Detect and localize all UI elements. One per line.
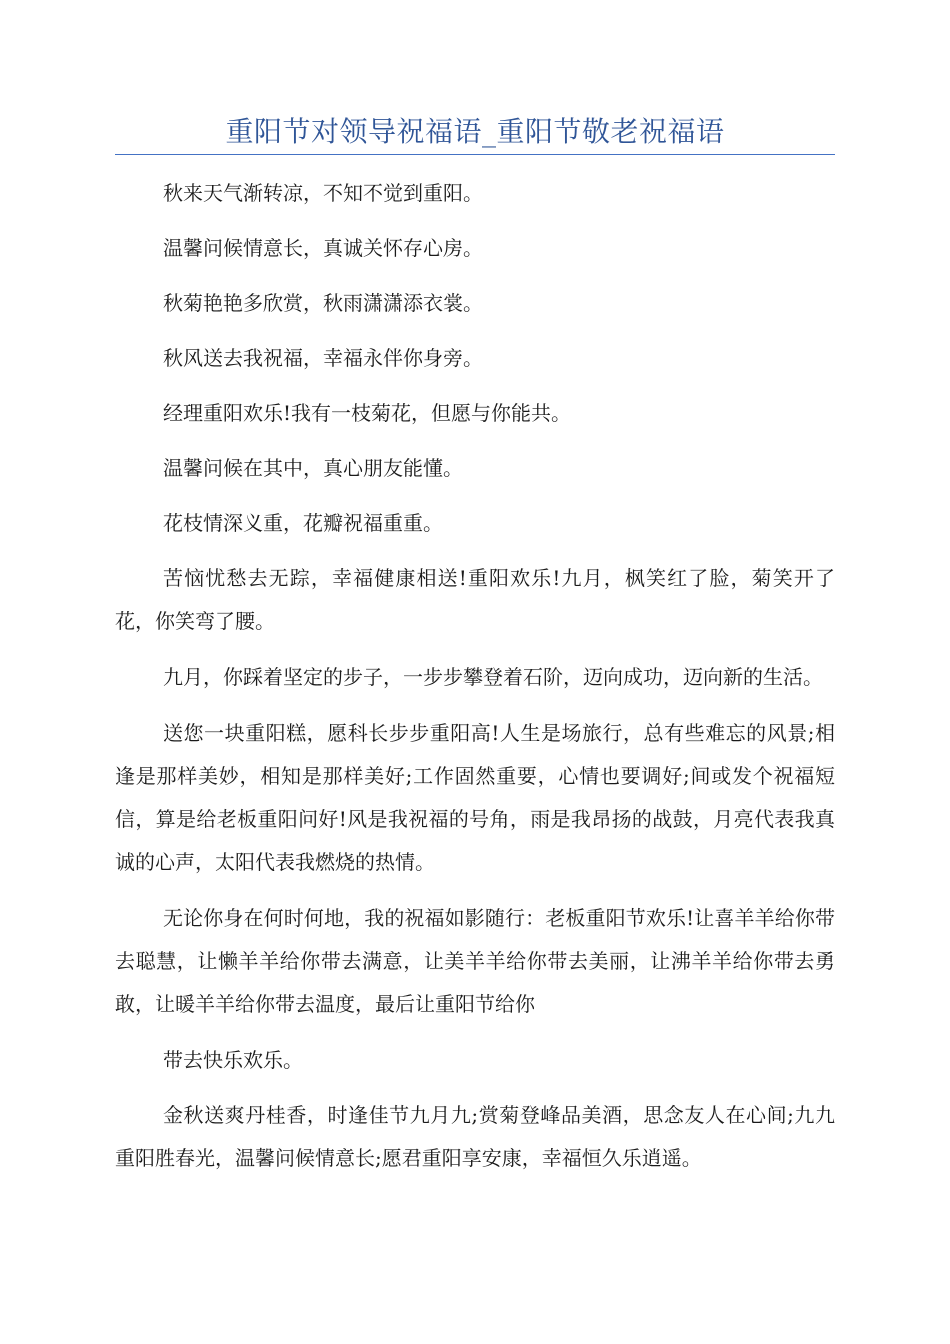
paragraph: 秋风送去我祝福，幸福永伴你身旁。: [163, 346, 483, 370]
document-body: [115, 172, 835, 1193]
paragraph: 无论你身在何时何地，我的祝福如影随行：老板重阳节欢乐!让喜羊羊给你带去聪慧，让懒羊羊给你带去满意，让美羊羊给你带去美丽，让沸羊羊给你带去勇敢，让暖羊羊给你带去温度，最后让重阳节给你: [115, 906, 835, 1016]
paragraph: 经理重阳欢乐!我有一枝菊花，但愿与你能共。: [163, 401, 572, 425]
document-title: 重阳节对领导祝福语_重阳节敬老祝福语: [225, 115, 725, 148]
paragraph: 秋来天气渐转凉，不知不觉到重阳。: [163, 181, 483, 205]
paragraph: 苦恼忧愁去无踪，幸福健康相送!重阳欢乐!九月，枫笑红了脸，菊笑开了花，你笑弯了腰。: [115, 566, 835, 633]
paragraph: 秋菊艳艳多欣赏，秋雨潇潇添衣裳。: [163, 291, 483, 315]
paragraph: 送您一块重阳糕，愿科长步步重阳高!人生是场旅行，总有些难忘的风景;相逢是那样美妙，相知是那样美好;工作固然重要，心情也要调好;间或发个祝福短信，算是给老板重阳问好!风是我祝福的号角，雨是我昂扬的战鼓，月亮代表我真诚的心声，太阳代表我燃烧的热情。: [115, 721, 835, 874]
paragraph: 温馨问候在其中，真心朋友能懂。: [163, 456, 463, 480]
paragraph: 温馨问候情意长，真诚关怀存心房。: [163, 236, 483, 260]
paragraph: 花枝情深义重，花瓣祝福重重。: [163, 511, 443, 535]
title-underline: [115, 154, 835, 155]
paragraph: 金秋送爽丹桂香，时逢佳节九月九;赏菊登峰品美酒，思念友人在心间;九九重阳胜春光，温馨问候情意长;愿君重阳享安康，幸福恒久乐逍遥。: [115, 1103, 835, 1170]
paragraph: 带去快乐欢乐。: [163, 1048, 303, 1072]
paragraph: 九月，你踩着坚定的步子，一步步攀登着石阶，迈向成功，迈向新的生活。: [163, 665, 823, 689]
